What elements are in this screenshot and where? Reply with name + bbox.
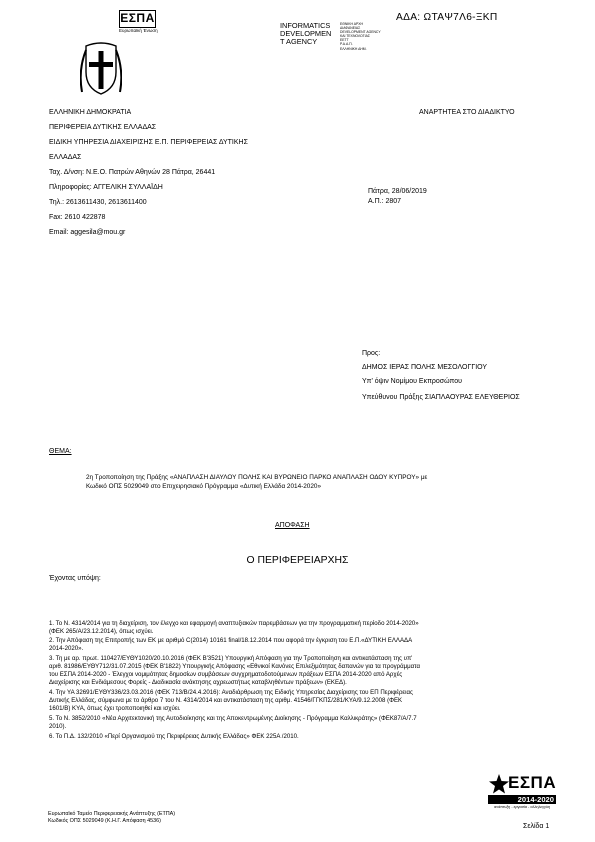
- recipient-municipality: ΔΗΜΟΣ ΙΕΡΑΣ ΠΟΛΗΣ ΜΕΣΟΛΟΓΓΙΟΥ: [362, 364, 488, 371]
- sender-line-service: ΕΙΔΙΚΗ ΥΠΗΡΕΣΙΑ ΔΙΑΧΕΙΡΙΣΗΣ Ε.Π. ΠΕΡΙΦΕΡΕΙΑΣ ΔΥΤΙΚΗΣ: [49, 139, 248, 146]
- recipient-label: Προς:: [362, 350, 381, 357]
- espa-logo-bottom: [488, 773, 556, 813]
- sender-line-service-cont: ΕΛΛΑΔΑΣ: [49, 154, 82, 161]
- list-item: 1601/Β) ΚΥΑ, όπως έχει τροποποιηθεί και ισχύει.: [49, 705, 181, 712]
- greek-emblem-icon: [80, 42, 122, 96]
- list-item: 6. Το Π.Δ. 132/2010 «Περί Οργανισμού της Περιφέρειας Δυτικής Ελλάδας» ΦΕΚ 225Α /2010.: [49, 733, 299, 740]
- list-item: 4. Την ΥΑ 32691/ΕΥΘΥ336/23.03.2016 (ΦΕΚ 713/Β/24.4.2016): Αναδιάρθρωση της Ειδικής Υπηρεσίας Διαχείρισης του ΕΠ Περιφέρειας: [49, 689, 413, 696]
- having-regard-label: Έχοντας υπόψη:: [49, 575, 101, 582]
- list-item: 1. Το Ν. 4314/2014 για τη διαχείριση, τον έλεγχο και εφαρμογή αναπτυξιακών παρεμβάσεων για την προγραμματική περίοδο 2014-2020»: [49, 620, 419, 627]
- list-item: του ΕΣΠΑ 2014-2020 - Έλεγχοι νομιμότητας δημοσίων συμβάσεων συγχρηματοδοτούμενων πράξεων ΕΣΠΑ 2014-2020 από Αρχές: [49, 671, 403, 678]
- sender-line-region: ΠΕΡΙΦΕΡΕΙΑ ΔΥΤΙΚΗΣ ΕΛΛΑΔΑΣ: [49, 124, 157, 131]
- list-item: αριθ. 81986/ΕΥΘΥ712/31.07.2015 (ΦΕΚ Β'1822) Υπουργικής Απόφασης «Εθνικοί Κανόνες Επιλεξιμότητας δαπανών για τα προγράμματα: [49, 663, 421, 670]
- espa-logo-top: [119, 10, 156, 36]
- list-item: 2010).: [49, 723, 67, 730]
- list-item: Διαχείρισης και Ενδιάμεσους Φορείς - Διαδικασία ανάκτησης αχρεωστήτως καταβληθέντων πράξεων» (ΕΚΕΔ).: [49, 679, 347, 686]
- list-item: (ΦΕΚ 265/Α/23.12.2014), όπως ισχύει.: [49, 628, 154, 635]
- sender-line-republic: ΕΛΛΗΝΙΚΗ ΔΗΜΟΚΡΑΤΙΑ: [49, 109, 132, 116]
- list-item: Δυτικής Ελλάδας, σύμφωνα με το άρθρο 7 του Ν. 4314/2014 και αντικατάσταση της αριθμ. 41546/ΓΓΚΠΣ/281/ΚΥΑ/9.12.2008 (ΦΕΚ: [49, 697, 403, 704]
- sender-phone: Τηλ.: 2613611430, 2613611400: [49, 199, 147, 206]
- list-item: 3. Τη με αρ. πρωτ. 110427/ΕΥΘΥ1020/20.10.2016 (ΦΕΚ Β'3521) Υπουργική Απόφαση για την Τροποποίηση και αντικατάσταση της υπ': [49, 655, 413, 662]
- sender-fax: Fax: 2610 422878: [49, 214, 106, 221]
- recipient-responsible: Υπεύθυνου Πράξης ΣΙΑΠΛΑΟΥΡΑΣ ΕΛΕΥΘΕΡΙΟΣ: [362, 394, 520, 401]
- footer-line: Ευρωπαϊκό Ταμείο Περιφερειακής Ανάπτυξης (ΕΤΠΑ): [48, 811, 176, 817]
- espa-bottom-name: ΕΣΠΑ: [508, 773, 557, 792]
- document-ref: Α.Π.: 2807: [368, 198, 402, 205]
- list-item: 2. Την Απόφαση της Επιτροπής των ΕΚ με αριθμό C(2014) 10161 final/18.12.2014 που αφορά την έγκριση του Ε.Π.«ΔΥΤΙΚΗ ΕΛΛΑΔΑ: [49, 637, 413, 644]
- informatics-agency-small-text: ΕΘΝΙΚΗ ΑΡΧΗ ΔΙΑΦΑΝΕΙΑΣ DEVELOPMENT AGENCY ΚΑΙ ΤΕΧΝΟΛΟΓΙΑΣ ΕΕΤΤ Ρ.Α.Α.Π. ΕΛΛΗΝΙΚΗ ΔΗΜ.: [340, 22, 381, 51]
- footer-line: Κωδικός ΟΠΣ 5029049 (Κ.Η.Γ. Απόφαση 4536): [48, 818, 161, 824]
- espa-years-bar: [488, 795, 556, 804]
- recipient-attention: Υπ' όψιν Νομίμου Εκπροσώπου: [362, 378, 462, 385]
- post-online-label: ΑΝΑΡΤΗΤΕΑ ΣΤΟ ΔΙΑΔΙΚΤΥΟ: [419, 109, 515, 116]
- subject-line-2: Κωδικό ΟΠΣ 5029049 στο Επιχειρησιακό Πρόγραμμα «Δυτική Ελλάδα 2014-2020»: [86, 483, 322, 490]
- informatics-agency-text: INFORMATICS DEVELOPMEN T AGENCY: [280, 21, 332, 47]
- list-item: 2014-2020».: [49, 645, 84, 652]
- sender-address: Ταχ. Δ/νση: Ν.Ε.Ο. Πατρών Αθηνών 28 Πάτρα, 26441: [49, 169, 216, 176]
- document-date: Πάτρα, 28/06/2019: [368, 188, 427, 195]
- page-number: Σελίδα 1: [523, 823, 550, 830]
- espa-logo-text: ΕΣΠΑ: [119, 10, 156, 28]
- sender-email[interactable]: Email: aggesila@mou.gr: [49, 229, 126, 236]
- sender-info: Πληροφορίες: ΑΓΓΕΛΙΚΗ ΣΥΛΛΑΪΔΗ: [49, 184, 163, 191]
- subject-label: ΘΕΜΑ:: [49, 448, 72, 455]
- espa-bottom-years: 2014-2020: [517, 795, 554, 804]
- espa-bottom-tagline: ανάπτυξη - εργασία - αλληλεγγύη: [494, 805, 551, 809]
- page-title: Ο ΠΕΡΙΦΕΡΕΙΑΡΧΗΣ: [246, 555, 349, 566]
- espa-logo-sub: Ευρωπαϊκή Ένωση: [119, 28, 158, 33]
- decision-label: ΑΠΟΦΑΣΗ: [275, 522, 310, 529]
- ada-code: ΑΔΑ: ΩΤΑΨ7Λ6-ΞΚΠ: [396, 12, 498, 23]
- subject-line-1: 2η Τροποποίηση της Πράξης «ΑΝΑΠΛΑΣΗ ΔΙΑΥΛΟΥ ΠΟΛΗΣ ΚΑΙ ΒΥΡΩΝΕΙΟ ΠΑΡΚΟ ΑΝΑΠΛΑΣΗ ΟΔΟΥ ΚΥΠΡΟΥ» με: [86, 474, 428, 481]
- espa-stars-icon: [488, 773, 510, 795]
- footer-text: [48, 811, 175, 825]
- list-item: 5. Το Ν. 3852/2010 «Νέα Αρχιτεκτονική της Αυτοδιοίκησης και της Αποκεντρωμένης Διοίκησης - Πρόγραμμα Καλλικράτης» (ΦΕΚ87/Α/7.7: [49, 715, 417, 722]
